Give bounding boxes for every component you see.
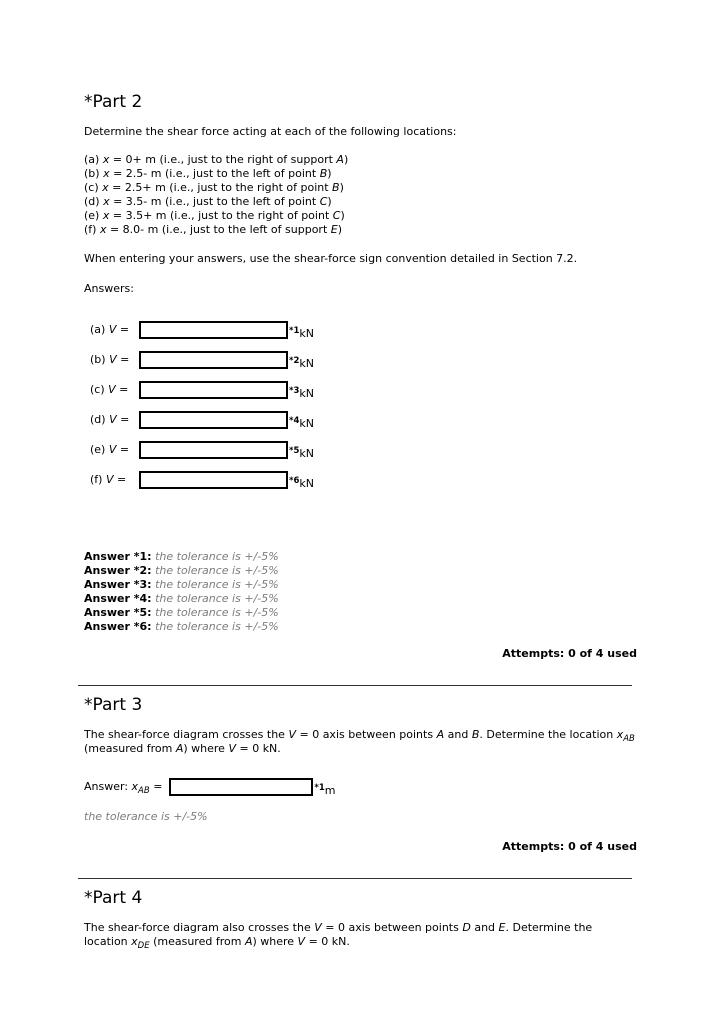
answer-row-label: (e) V = <box>90 443 130 456</box>
tolerance-item-5 <box>84 606 560 620</box>
answer-ref-marker: *4 <box>289 415 300 426</box>
part3-answer-row <box>84 778 560 796</box>
tolerance-text: the tolerance is +/-5% <box>155 578 279 591</box>
answer-row-f <box>90 471 560 489</box>
answer-row-label: (b) V = <box>90 353 130 366</box>
tolerance-list <box>84 550 560 634</box>
part3-answer-input[interactable] <box>169 778 313 796</box>
tolerance-item-1 <box>84 550 560 564</box>
answer-ref-marker: *6 <box>289 475 300 486</box>
answer-row-label: (d) V = <box>90 413 130 426</box>
answer-ref-label: Answer *6: <box>84 620 152 633</box>
tolerance-item-3 <box>84 578 560 592</box>
answer-row-label: (a) V = <box>90 323 130 336</box>
tolerance-text: the tolerance is +/-5% <box>155 606 279 619</box>
answer-unit-label: kN <box>299 386 314 400</box>
part3-answer-label: Answer: $x_{AB}$ = <box>84 780 163 797</box>
part4-title: *Part 4 <box>84 888 143 908</box>
part3-body-line-1: The shear-force diagram crosses the V = 0 axis between points A and B. Determine the location $x_{AB}$ <box>84 728 635 745</box>
answer-input-e[interactable] <box>139 441 288 459</box>
sign-convention-note: When entering your answers, use the shear-force sign convention detailed in Section 7.2. <box>84 252 578 265</box>
location-item-d: (d) x = 3.5- m (i.e., just to the left of point C) <box>84 195 332 208</box>
location-item-e: (e) x = 3.5+ m (i.e., just to the right of point C) <box>84 209 345 222</box>
answer-unit-group <box>289 357 314 372</box>
answer-ref-marker: *3 <box>289 385 300 396</box>
answer-ref-marker: *2 <box>289 355 300 366</box>
answer-ref-label: Answer *4: <box>84 592 152 605</box>
part2-intro: Determine the shear force acting at each of the following locations: <box>84 125 457 138</box>
part2-section <box>84 92 637 661</box>
answer-row-a <box>90 321 560 339</box>
answer-ref-marker: *1 <box>289 325 300 336</box>
answer-ref-marker: *1 <box>314 782 325 793</box>
answer-ref-marker: *5 <box>289 445 300 456</box>
tolerance-text: the tolerance is +/-5% <box>155 550 279 563</box>
answer-unit-group <box>289 447 314 462</box>
tolerance-text: the tolerance is +/-5% <box>155 592 279 605</box>
answer-row-b <box>90 351 560 369</box>
part4-body <box>84 921 593 952</box>
answer-unit-group <box>289 327 314 342</box>
answer-row-e <box>90 441 560 459</box>
location-item-b: (b) x = 2.5- m (i.e., just to the left of point B) <box>84 167 332 180</box>
tolerance-text: the tolerance is +/-5% <box>155 564 279 577</box>
tolerance-text: the tolerance is +/-5% <box>84 810 208 823</box>
part4-section <box>84 888 593 952</box>
tolerance-item-6 <box>84 620 560 634</box>
answer-unit-label: kN <box>299 446 314 460</box>
location-item-f: (f) x = 8.0- m (i.e., just to the left of support E) <box>84 223 342 236</box>
answer-input-d[interactable] <box>139 411 288 429</box>
location-item-c: (c) x = 2.5+ m (i.e., just to the right of point B) <box>84 181 344 194</box>
answer-input-f[interactable] <box>139 471 288 489</box>
answer-unit-group <box>289 417 314 432</box>
part2-title: *Part 2 <box>84 92 143 112</box>
location-item-a: (a) x = 0+ m (i.e., just to the right of support A) <box>84 153 349 166</box>
part3-section <box>84 695 637 854</box>
answer-ref-label: Answer *3: <box>84 578 152 591</box>
section-divider <box>78 878 632 879</box>
tolerance-item-2 <box>84 564 560 578</box>
answer-row-label: (c) V = <box>90 383 129 396</box>
answer-unit-group <box>289 387 314 402</box>
attempts-counter: Attempts: 0 of 4 used <box>502 840 637 853</box>
answer-unit-label: kN <box>299 416 314 430</box>
answer-unit-group <box>289 477 314 492</box>
answer-row-label: (f) V = <box>90 473 127 486</box>
answer-input-b[interactable] <box>139 351 288 369</box>
answers-label: Answers: <box>84 282 134 295</box>
attempts-counter: Attempts: 0 of 4 used <box>502 647 637 660</box>
answer-row-c <box>90 381 560 399</box>
answer-unit-group <box>314 784 335 799</box>
answer-ref-label: Answer *2: <box>84 564 152 577</box>
part3-body <box>84 728 635 756</box>
answer-input-a[interactable] <box>139 321 288 339</box>
tolerance-item-4 <box>84 592 560 606</box>
section-divider <box>78 685 632 686</box>
answer-ref-label: Answer *5: <box>84 606 152 619</box>
answer-ref-label: Answer *1: <box>84 550 152 563</box>
part3-body-line-2: (measured from A) where V = 0 kN. <box>84 742 281 755</box>
location-list <box>84 153 560 237</box>
part4-body-line-2: location $x_{DE}$ (measured from A) where V = 0 kN. <box>84 935 350 952</box>
answer-unit-label: kN <box>299 356 314 370</box>
part4-body-line-1: The shear-force diagram also crosses the V = 0 axis between points D and E. Determine the <box>84 921 593 934</box>
answer-unit-label: kN <box>299 326 314 340</box>
part3-title: *Part 3 <box>84 695 143 715</box>
tolerance-text: the tolerance is +/-5% <box>155 620 279 633</box>
answer-input-c[interactable] <box>139 381 288 399</box>
answer-unit-label: kN <box>299 476 314 490</box>
answer-row-d <box>90 411 560 429</box>
answer-unit-label: m <box>324 783 336 797</box>
